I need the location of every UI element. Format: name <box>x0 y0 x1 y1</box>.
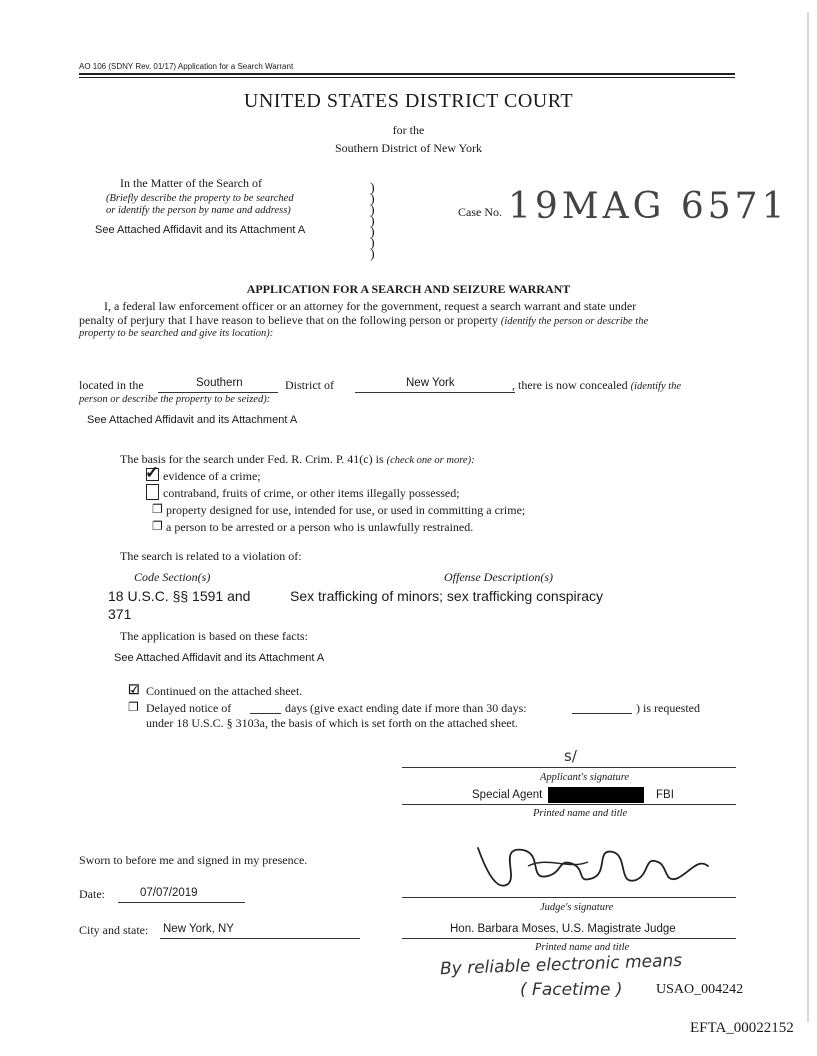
application-title: APPLICATION FOR A SEARCH AND SEIZURE WARRANT <box>246 282 571 296</box>
facts-intro: The application is based on these facts: <box>120 629 308 643</box>
location-value: See Attached Affidavit and its Attachment A <box>87 414 298 426</box>
code-section-line-1: 18 U.S.C. §§ 1591 and <box>108 588 251 604</box>
basis-checkbox-person[interactable]: ❐ <box>152 519 163 533</box>
header-rule-thick <box>79 73 735 75</box>
date-value: 07/07/2019 <box>140 887 198 899</box>
basis-intro: The basis for the search under Fed. R. Crim. P. 41(c) is (check one or more): <box>120 452 475 466</box>
judge-name-line <box>402 938 736 939</box>
offense-description: Sex trafficking of minors; sex trafficking conspiracy <box>290 588 604 604</box>
court-for: for the <box>392 123 425 137</box>
delayed-text-c: ) is requested <box>636 701 700 715</box>
judge-name: Hon. Barbara Moses, U.S. Magistrate Judge <box>450 923 676 935</box>
concealed-text: , there is now concealed (identify the <box>512 378 682 392</box>
applicant-signature: s/ <box>564 747 577 765</box>
city-label: City and state: <box>79 923 149 937</box>
matter-instruction-2: or identify the person by name and address) <box>106 205 291 216</box>
basis-option-contraband: contraband, fruits of crime, or other items illegally possessed; <box>163 486 460 500</box>
matter-value: See Attached Affidavit and its Attachment A <box>95 224 306 236</box>
applicant-agency: FBI <box>656 789 674 801</box>
delayed-text-b: days (give exact ending date if more than 30 days: <box>285 701 527 715</box>
case-number: 19MAG 6571 <box>508 186 789 227</box>
form-id: AO 106 (SDNY Rev. 01/17) Application for a Search Warrant <box>79 62 294 71</box>
applicant-name-caption: Printed name and title <box>533 808 628 819</box>
state-value: New York <box>406 377 455 389</box>
district-of-label: District of <box>285 378 334 392</box>
check-mark-icon: ✓ <box>145 463 160 482</box>
located-in-label: located in the <box>79 378 144 392</box>
application-para-2: penalty of perjury that I have reason to believe that on the following person or property (identify the person or describe the <box>79 313 649 327</box>
state-underline <box>355 392 515 393</box>
redaction-bar <box>548 787 644 803</box>
delayed-checkbox[interactable]: ❐ <box>128 700 139 714</box>
basis-option-person: a person to be arrested or a person who is unlawfully restrained. <box>166 520 474 534</box>
district-value: Southern <box>196 377 243 389</box>
matter-heading: In the Matter of the Search of <box>120 176 262 190</box>
application-para-1: I, a federal law enforcement officer or an attorney for the government, request a search warrant and state under <box>104 299 637 313</box>
district-underline <box>158 392 278 393</box>
violation-intro: The search is related to a violation of: <box>120 549 302 563</box>
delayed-line-2: under 18 U.S.C. § 3103a, the basis of which is set forth on the attached sheet. <box>146 716 518 730</box>
applicant-signature-caption: Applicant's signature <box>540 772 630 783</box>
city-value: New York, NY <box>163 923 234 935</box>
code-section-header: Code Section(s) <box>134 570 211 584</box>
city-underline <box>160 938 360 939</box>
delayed-date-blank <box>572 713 632 714</box>
continued-label: Continued on the attached sheet. <box>146 684 303 698</box>
handwritten-note-1: By reliable electronic means <box>439 950 683 980</box>
handwritten-note-2: ( Facetime ) <box>520 980 623 1000</box>
bates-number: USAO_004242 <box>656 982 744 997</box>
scan-edge-line <box>807 12 809 1022</box>
delayed-days-blank <box>250 713 281 714</box>
basis-option-property: property designed for use, intended for use, or used in committing a crime; <box>166 503 526 517</box>
judge-name-caption: Printed name and title <box>535 942 630 953</box>
judge-signature-caption: Judge's signature <box>540 902 614 913</box>
header-rule-thin <box>79 77 735 78</box>
court-district: Southern District of New York <box>335 141 482 155</box>
code-section-line-2: 371 <box>108 606 132 622</box>
paren-column: ) ) ) ) ) ) ) <box>370 181 375 262</box>
delayed-text-a: Delayed notice of <box>146 701 232 715</box>
location-line-2: person or describe the property to be seized): <box>79 394 271 405</box>
court-title: UNITED STATES DISTRICT COURT <box>243 90 574 112</box>
case-label: Case No. <box>458 205 502 219</box>
judge-signature-line <box>402 897 736 898</box>
applicant-name-prefix: Special Agent <box>472 789 543 801</box>
judge-signature-scribble <box>468 836 718 898</box>
offense-header: Offense Description(s) <box>444 570 553 584</box>
basis-option-evidence: evidence of a crime; <box>163 469 261 483</box>
application-para-3: property to be searched and give its location): <box>79 328 274 339</box>
continued-check-icon[interactable]: ☑ <box>128 682 140 697</box>
date-label: Date: <box>79 887 105 901</box>
facts-value: See Attached Affidavit and its Attachment A <box>114 652 325 664</box>
basis-checkbox-contraband[interactable] <box>146 484 159 500</box>
applicant-name-line <box>402 804 736 805</box>
applicant-signature-line <box>402 767 736 768</box>
date-underline <box>118 902 245 903</box>
basis-checkbox-property[interactable]: ❐ <box>152 502 163 516</box>
matter-instruction-1: (Briefly describe the property to be searched <box>106 193 294 204</box>
sworn-text: Sworn to before me and signed in my presence. <box>79 853 308 867</box>
efta-number: EFTA_00022152 <box>690 1020 794 1036</box>
